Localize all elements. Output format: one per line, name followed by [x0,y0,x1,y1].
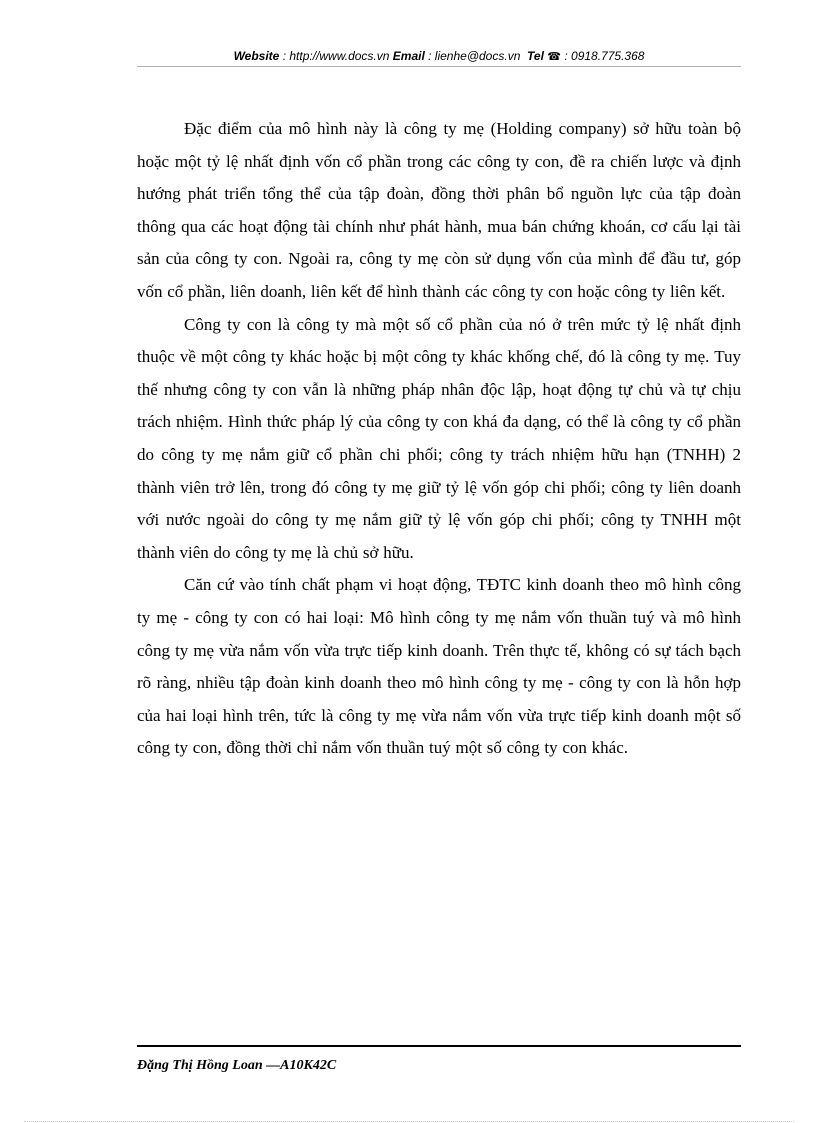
paragraph-2: Công ty con là công ty mà một số cổ phần của nó ở trên mức tỷ lệ nhất định thuộc về một công ty khác hoặc bị một công ty khác khống chế, đó là công ty mẹ. Tuy thế nhưng công ty con vẫn là những pháp nhân độc lập, hoạt động tự chủ và tự chịu trách nhiệm. Hình thức pháp lý của công ty con khá đa dạng, có thể là công ty cổ phần do công ty mẹ nắm giữ cổ phần chi phối; công ty trách nhiệm hữu hạn (TNHH) 2 thành viên trở lên, trong đó công ty mẹ giữ tỷ lệ vốn góp chi phối; công ty liên doanh với nước ngoài do công ty mẹ nắm giữ tỷ lệ vốn góp chi phối; công ty TNHH một thành viên do công ty mẹ là chủ sở hữu. [137,314,741,562]
paragraph-3: Căn cứ vào tính chất phạm vi hoạt động, TĐTC kinh doanh theo mô hình công ty mẹ - công ty con có hai loại: Mô hình công ty mẹ nắm vốn thuần tuý và mô hình công ty mẹ vừa nắm vốn vừa trực tiếp kinh doanh. Trên thực tế, không có sự tách bạch rõ ràng, nhiều tập đoàn kinh doanh theo mô hình công ty mẹ - công ty con là hỗn hợp của hai loại hình trên, tức là công ty mẹ vừa nắm vốn vừa trực tiếp kinh doanh một số công ty con, đồng thời chỉ nắm vốn thuần tuý một số công ty con khác. [137,575,741,758]
page-bottom-border [24,1121,794,1122]
email-label: Email [392,49,425,63]
email-value[interactable]: lienhe@docs.vn [434,49,521,63]
page-header [137,46,741,66]
header-divider [137,66,741,67]
phone-icon: ☎ [547,51,561,63]
footer-author: Đặng Thị Hồng Loan —A10K42C [137,1058,337,1073]
tel-value: 0918.775.368 [571,49,645,63]
footer-divider [137,1045,741,1047]
tel-label: Tel [527,49,544,63]
paragraph-1: Đặc điểm của mô hình này là công ty mẹ (Holding company) sở hữu toàn bộ hoặc một tỷ lệ nhất định vốn cổ phần trong các công ty con, đề ra chiến lược và định hướng phát triển tổng thể của tập đoàn, đồng thời phân bổ nguồn lực của tập đoàn thông qua các hoạt động tài chính như phát hành, mua bán chứng khoán, cơ cấu lại tài sản của công ty con. Ngoài ra, công ty mẹ còn sử dụng vốn của mình để đầu tư, góp vốn cổ phần, liên doanh, liên kết để hình thành các công ty con hoặc công ty liên kết. [137,119,741,301]
email-separator: : [424,49,435,63]
tel-separator: : [561,49,572,63]
website-label: Website [233,49,280,63]
website-separator: : [279,49,290,63]
document-body [137,113,741,765]
website-url[interactable]: http://www.docs.vn [289,49,390,63]
